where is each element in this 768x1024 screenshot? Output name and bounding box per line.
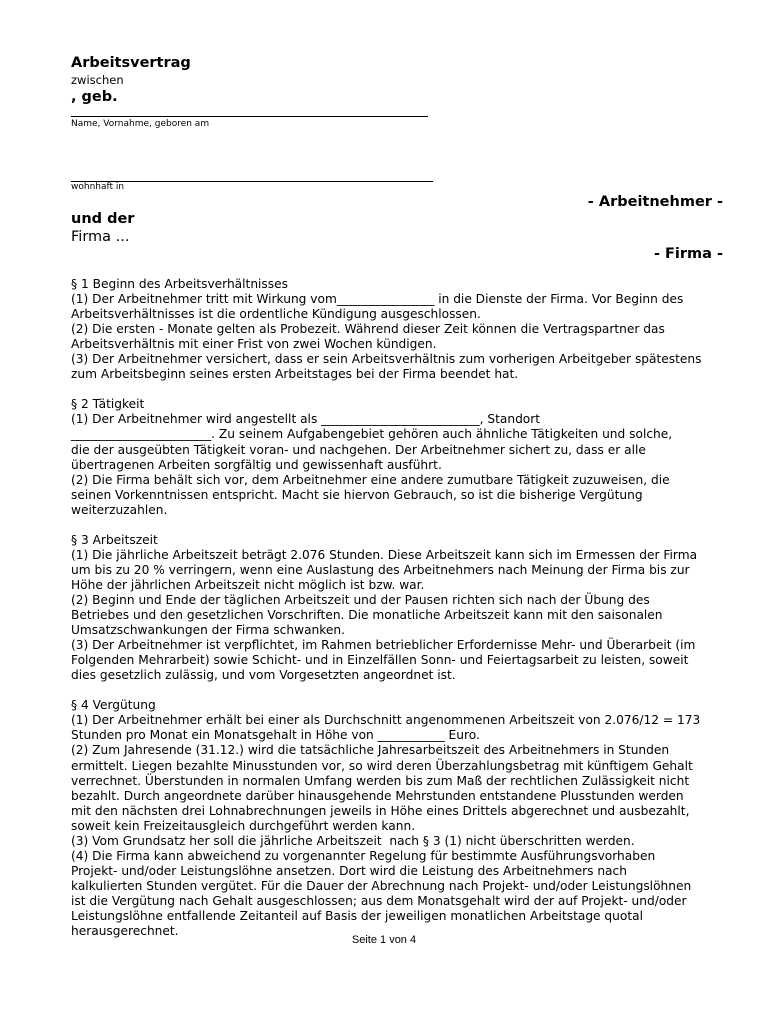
body-line: (4) Die Firma kann abweichend zu vorgenannter Regelung für bestimmte Ausführungsvorhaben — [71, 848, 656, 863]
name-signature-line — [71, 116, 428, 117]
body-line: Stunden pro Monat ein Monatsgehalt in Höhe von ___________ Euro. — [71, 728, 480, 743]
body-line: soweit kein Freizeitausgleich durchgeführt werden kann. — [71, 818, 416, 833]
body-line: (3) Vom Grundsatz her soll die jährliche Arbeitszeit nach § 3 (1) nicht überschritten werden. — [71, 833, 635, 848]
body-line: (1) Die jährliche Arbeitszeit beträgt 2.076 Stunden. Diese Arbeitszeit kann sich im Ermessen der Firma — [71, 547, 698, 562]
section-heading: § 2 Tätigkeit — [71, 397, 145, 412]
body-line: zum Arbeitsbeginn seines ersten Arbeitstages bei der Firma beendet hat. — [71, 367, 519, 382]
body-line: Projekt- und/oder Leistungslöhne ansetzen. Dort wird die Leistung des Arbeitnehmers nach — [71, 863, 627, 878]
body-line: (1) Der Arbeitnehmer wird angestellt als __________________________, Standort — [71, 412, 541, 427]
body-line: um bis zu 20 % verringern, wenn eine Auslastung des Arbeitnehmers nach Meinung der Firma bis zur — [71, 562, 690, 577]
body-line: (1) Der Arbeitnehmer tritt mit Wirkung vom________________ in die Dienste der Firma. Vor Beginn des — [71, 292, 684, 307]
body-line: Umsatzschwankungen der Firma schwanken. — [71, 623, 345, 638]
page-number: Seite 1 von 4 — [351, 934, 417, 946]
body-line: seinen Vorkenntnissen entspricht. Macht sie hiervon Gebrauch, so ist die bisherige Vergütung — [71, 487, 643, 502]
body-line: die der ausgeübten Tätigkeit voran- und nachgehen. Der Arbeitnehmer sichert zu, dass er alle — [71, 442, 646, 457]
zwischen-label: zwischen — [71, 73, 124, 87]
name-caption: Name, Vornahme, geboren am — [71, 119, 210, 129]
body-line: _______________________. Zu seinem Aufgabengebiet gehören auch ähnliche Tätigkeiten und solche, — [71, 427, 673, 442]
body-line — [71, 683, 721, 698]
body-line: mit den nächsten drei Lohnabrechnungen jeweils in Höhe eines Drittels abgerechnet und ausbezahlt, — [71, 803, 690, 818]
body-line: (2) Die Firma behält sich vor, dem Arbeitnehmer eine andere zumutbare Tätigkeit zuzuweisen, die — [71, 472, 670, 487]
und-der-label: und der — [71, 211, 135, 227]
body-line: bezahlt. Durch angeordnete darüber hinausgehende Mehrstunden entstandene Plusstunden werden — [71, 788, 684, 803]
body-line: kalkulierten Stunden vergütet. Für die Dauer der Abrechnung nach Projekt- und/oder Leistungslöhnen — [71, 878, 692, 893]
body-line: (2) Die ersten - Monate gelten als Probezeit. Während dieser Zeit können die Vertragspartner das — [71, 322, 665, 337]
body-line: Folgenden Mehrarbeit) sowie Schicht- und in Einzelfällen Sonn- und Feiertagsarbeit zu leisten, soweit — [71, 653, 689, 668]
body-line: dies gesetzlich zulässig, und vom Vorgesetzten angeordnet ist. — [71, 668, 456, 683]
body-line: Leistungslöhne entfallende Zeitanteil auf Basis der jeweiligen monatlichen Arbeitstage quotal — [71, 908, 643, 923]
document-title: Arbeitsvertrag — [71, 55, 191, 71]
body-line — [71, 382, 721, 397]
body-line: (3) Der Arbeitnehmer versichert, dass er sein Arbeitsverhältnis zum vorherigen Arbeitgeber spätestens — [71, 352, 702, 367]
body-line: verrechnet. Überstunden in normalen Umfang werden bis zum Maß der rechtlichen Zulässigkeit nicht — [71, 773, 690, 788]
body-line: weiterzuzahlen. — [71, 502, 168, 517]
role-firma: - Firma - — [653, 246, 723, 262]
section-heading: § 4 Vergütung — [71, 698, 156, 713]
body-line: übertragenen Arbeiten sorgfältig und gewissenhaft ausführt. — [71, 457, 442, 472]
section-heading: § 3 Arbeitszeit — [71, 532, 158, 547]
body-line: herausgerechnet. — [71, 924, 179, 939]
body-line: ermittelt. Liegen bezahlte Minusstunden vor, so wird deren Überzahlungsbetrag mit künftigem Gehalt — [71, 758, 693, 773]
body-line: ist die Vergütung nach Gehalt ausgeschlossen; aus dem Monatsgehalt wird der auf Projekt- und/oder — [71, 893, 687, 908]
section-heading: § 1 Beginn des Arbeitsverhältnisses — [71, 277, 288, 291]
body-line: (1) Der Arbeitnehmer erhält bei einer als Durchschnitt angenommenen Arbeitszeit von 2.076/12 = 173 — [71, 713, 701, 728]
firma-name: Firma ... — [71, 229, 130, 245]
body-line: (3) Der Arbeitnehmer ist verpflichtet, im Rahmen betrieblicher Erfordernisse Mehr- und Überarbeit (im — [71, 638, 696, 653]
body-line: (2) Beginn und Ende der täglichen Arbeitszeit und der Pausen richten sich nach der Übung des — [71, 592, 650, 607]
body-line: (2) Zum Jahresende (31.12.) wird die tatsächliche Jahresarbeitszeit des Arbeitnehmers in Stunden — [71, 743, 670, 758]
body-line: Höhe der jährlichen Arbeitszeit nicht möglich ist bzw. war. — [71, 577, 425, 592]
geb-label: , geb. — [71, 89, 118, 105]
contract-body — [71, 277, 721, 939]
body-line — [71, 518, 721, 533]
body-line: Arbeitsverhältnis mit einer Frist von zwei Wochen kündigen. — [71, 337, 437, 352]
address-signature-line — [71, 181, 433, 182]
role-arbeitnehmer: - Arbeitnehmer - — [587, 194, 723, 210]
body-line: Betriebes und den gesetzlichen Vorschriften. Die monatliche Arbeitszeit kann mit den saisonalen — [71, 608, 663, 623]
address-caption: wohnhaft in — [71, 182, 125, 192]
body-line: Arbeitsverhältnisses ist die ordentliche Kündigung ausgeschlossen. — [71, 307, 481, 322]
